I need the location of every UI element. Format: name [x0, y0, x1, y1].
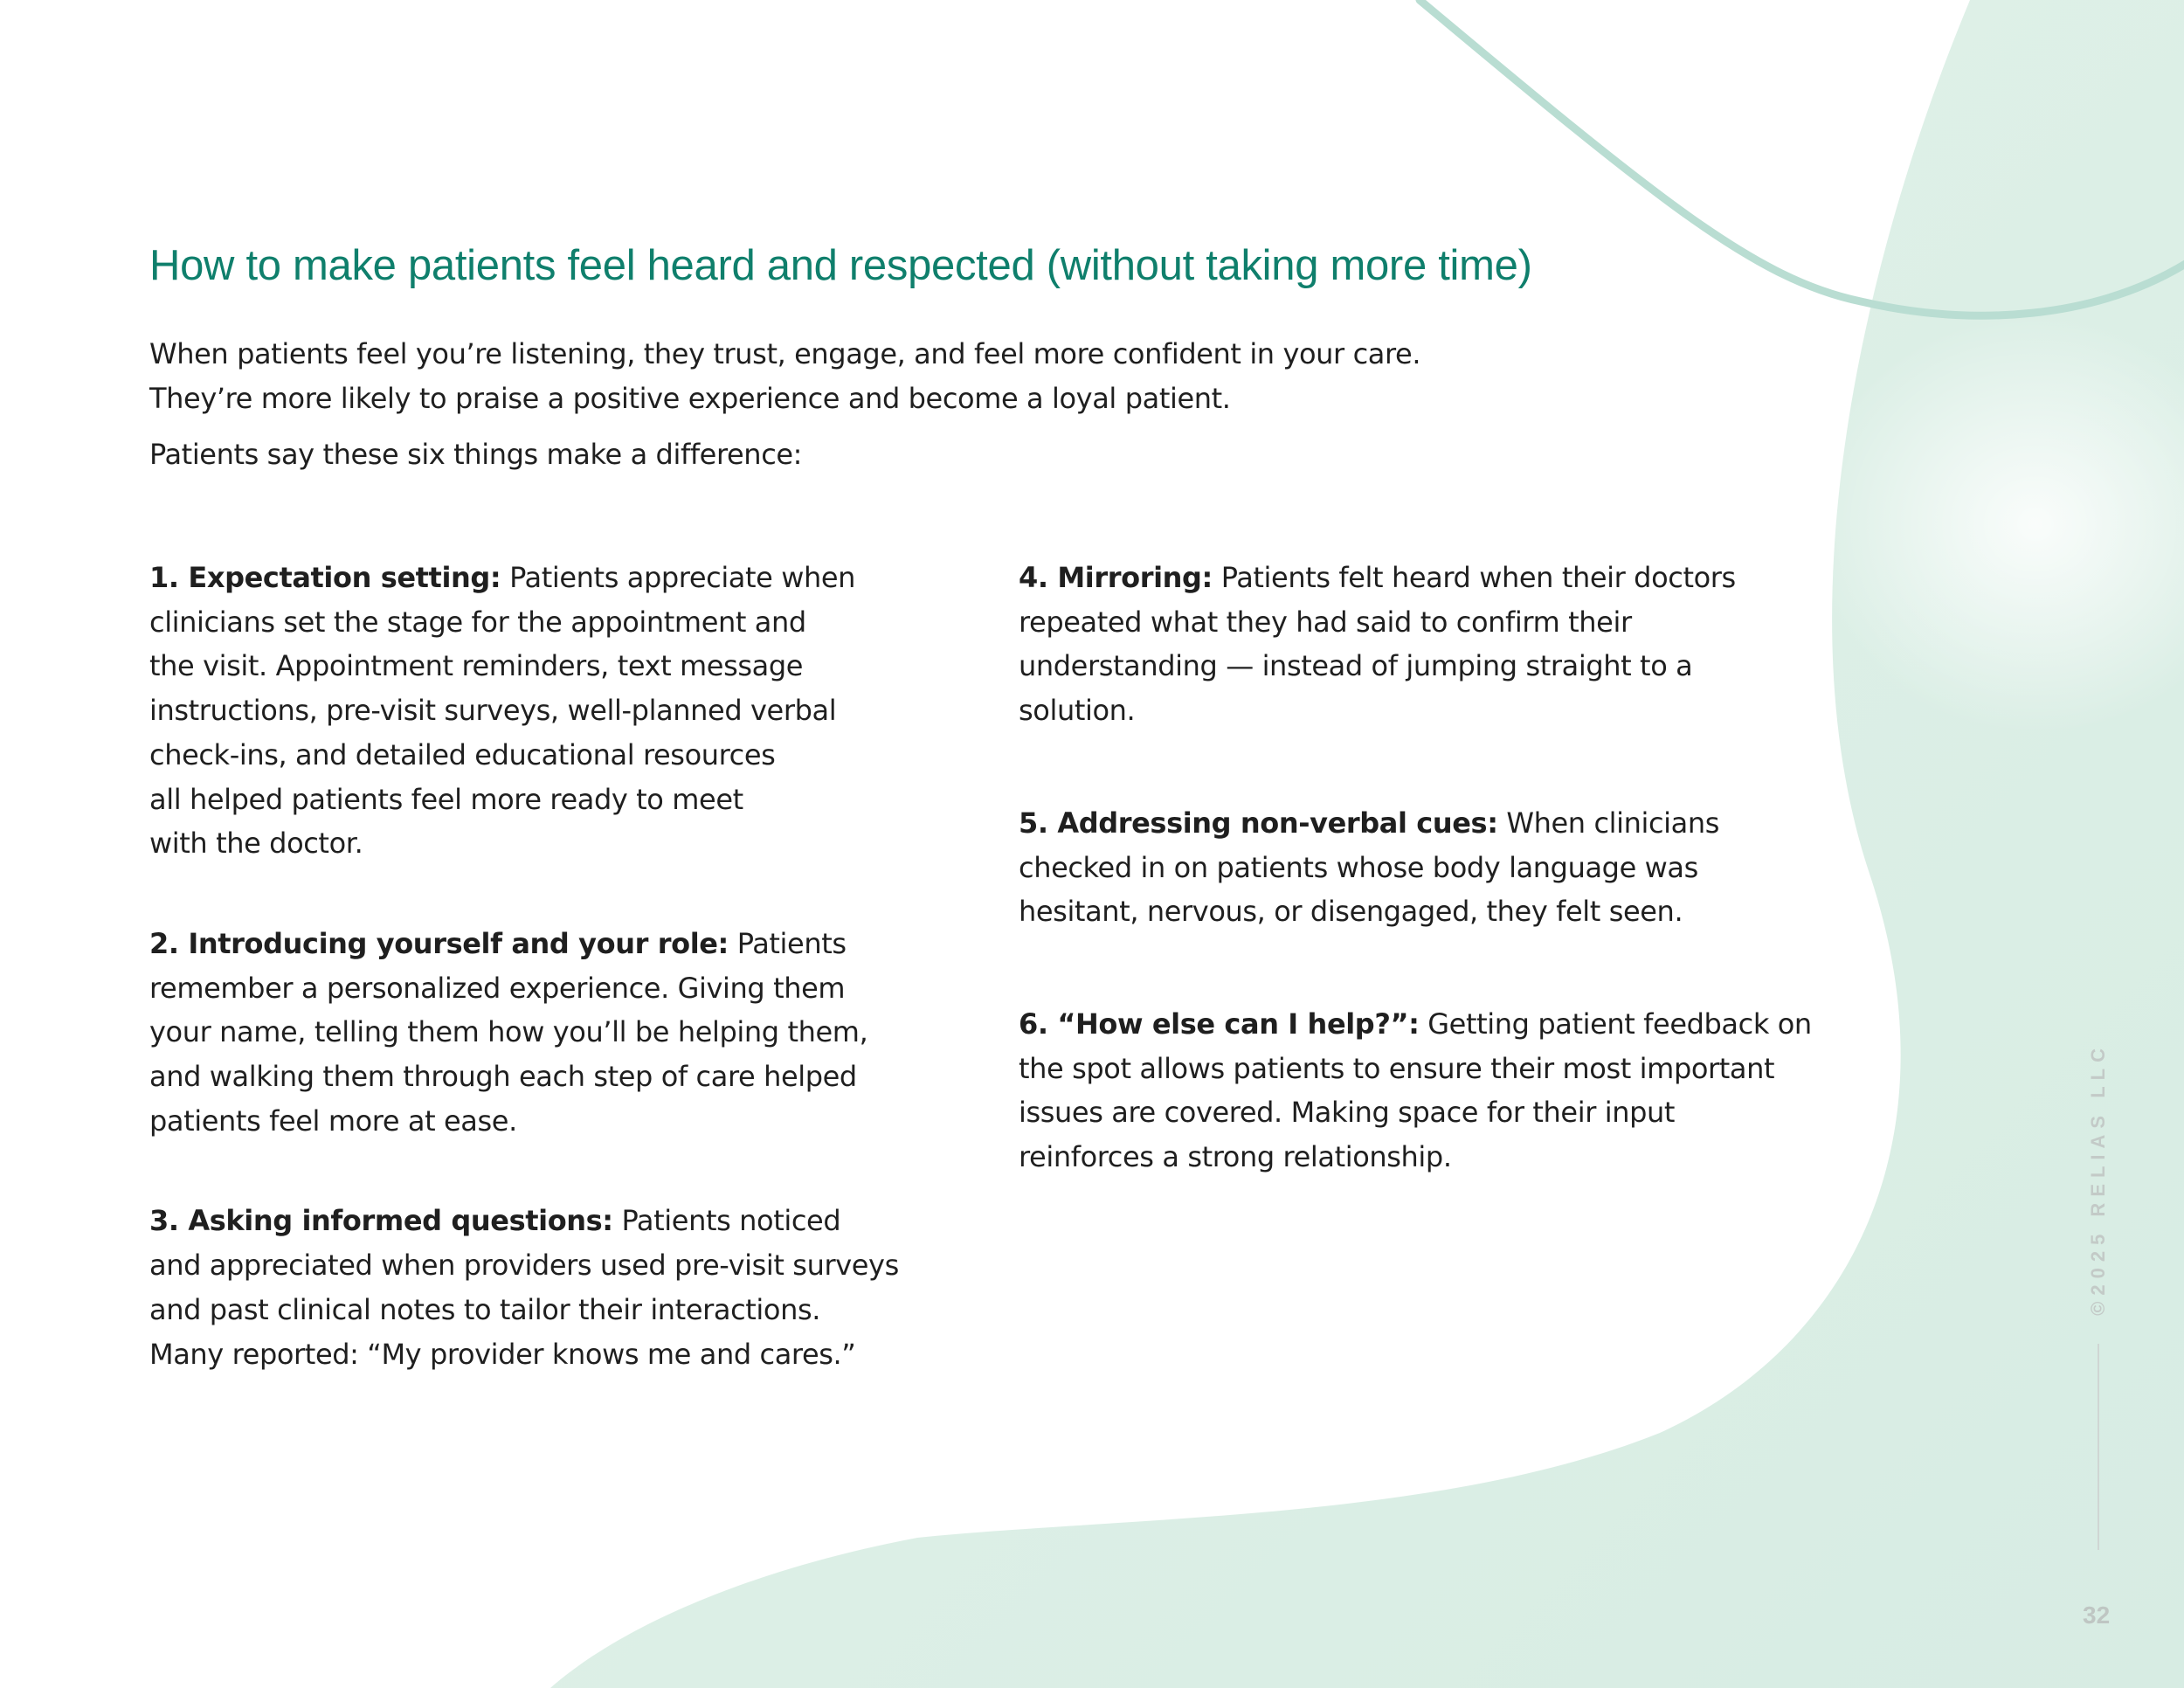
item-text: the visit. Appointment reminders, text message [149, 649, 804, 683]
item-heading: 3. Asking informed questions: [149, 1204, 613, 1238]
item-heading: 2. Introducing yourself and your role: [149, 926, 729, 960]
item-text: Many reported: “My provider knows me and cares.” [149, 1337, 856, 1371]
item-text: the spot allows patients to ensure their most important [1019, 1051, 1775, 1085]
intro-line: When patients feel you’re listening, they trust, engage, and feel more confident in your care. [149, 337, 1421, 370]
item-text: and walking them through each step of care helped [149, 1060, 857, 1094]
list-item-mirroring [1019, 556, 1761, 733]
footer-divider [2098, 1344, 2099, 1550]
right-column [1019, 556, 1812, 1180]
list-item-informed-questions [149, 1199, 899, 1376]
lead-in-text: Patients say these six things make a difference: [149, 438, 803, 471]
item-text: reinforces a strong relationship. [1019, 1140, 1452, 1174]
item-text: instructions, pre-visit surveys, well-planned verbal [149, 694, 837, 728]
item-text: understanding — instead of jumping straight to a [1019, 649, 1693, 683]
page-number: 32 [2083, 1602, 2111, 1629]
item-text: When clinicians [1497, 806, 1720, 840]
item-heading: 1. Expectation setting: [149, 561, 501, 594]
list-item-non-verbal-cues [1019, 801, 1761, 934]
item-text: patients feel more at ease. [149, 1103, 517, 1138]
intro-section [149, 332, 1460, 477]
item-text: clinicians set the stage for the appointment and [149, 605, 806, 639]
item-heading: 6. “How else can I help?”: [1019, 1007, 1420, 1041]
item-text: Patients felt heard when their doctors [1212, 561, 1736, 594]
item-text: Patients appreciate when [501, 561, 856, 594]
item-text: check-ins, and detailed educational resources [149, 737, 776, 771]
item-text: Getting patient feedback on [1419, 1007, 1812, 1041]
left-column [149, 556, 899, 1376]
item-text: hesitant, nervous, or disengaged, they felt seen. [1019, 895, 1683, 929]
item-heading: 4. Mirroring: [1019, 561, 1213, 594]
item-text: remember a personalized experience. Giving them [149, 971, 846, 1005]
item-text: issues are covered. Making space for their input [1019, 1096, 1676, 1130]
copyright-text: ©2025 RELIAS LLC [2087, 1042, 2109, 1316]
item-text: repeated what they had said to confirm their [1019, 605, 1632, 639]
item-text: solution. [1019, 694, 1136, 728]
list-item-how-else-can-i-help [1019, 1002, 1812, 1180]
item-text: checked in on patients whose body language was [1019, 850, 1698, 884]
item-text: and past clinical notes to tailor their interactions. [149, 1292, 821, 1326]
intro-line: They’re more likely to praise a positive experience and become a loyal patient. [149, 382, 1231, 415]
item-text: your name, telling them how you’ll be helping them, [149, 1015, 868, 1049]
item-text: Patients [728, 926, 847, 960]
item-text: with the doctor. [149, 827, 363, 861]
item-text: and appreciated when providers used pre-visit surveys [149, 1249, 899, 1283]
item-text: all helped patients feel more ready to meet [149, 782, 743, 816]
list-item-introducing-yourself [149, 922, 883, 1144]
item-heading: 5. Addressing non-verbal cues: [1019, 806, 1498, 840]
page-title: How to make patients feel heard and respected (without taking more time) [149, 242, 1532, 289]
list-item-expectation-setting [149, 556, 883, 866]
item-text: Patients noticed [612, 1204, 841, 1238]
